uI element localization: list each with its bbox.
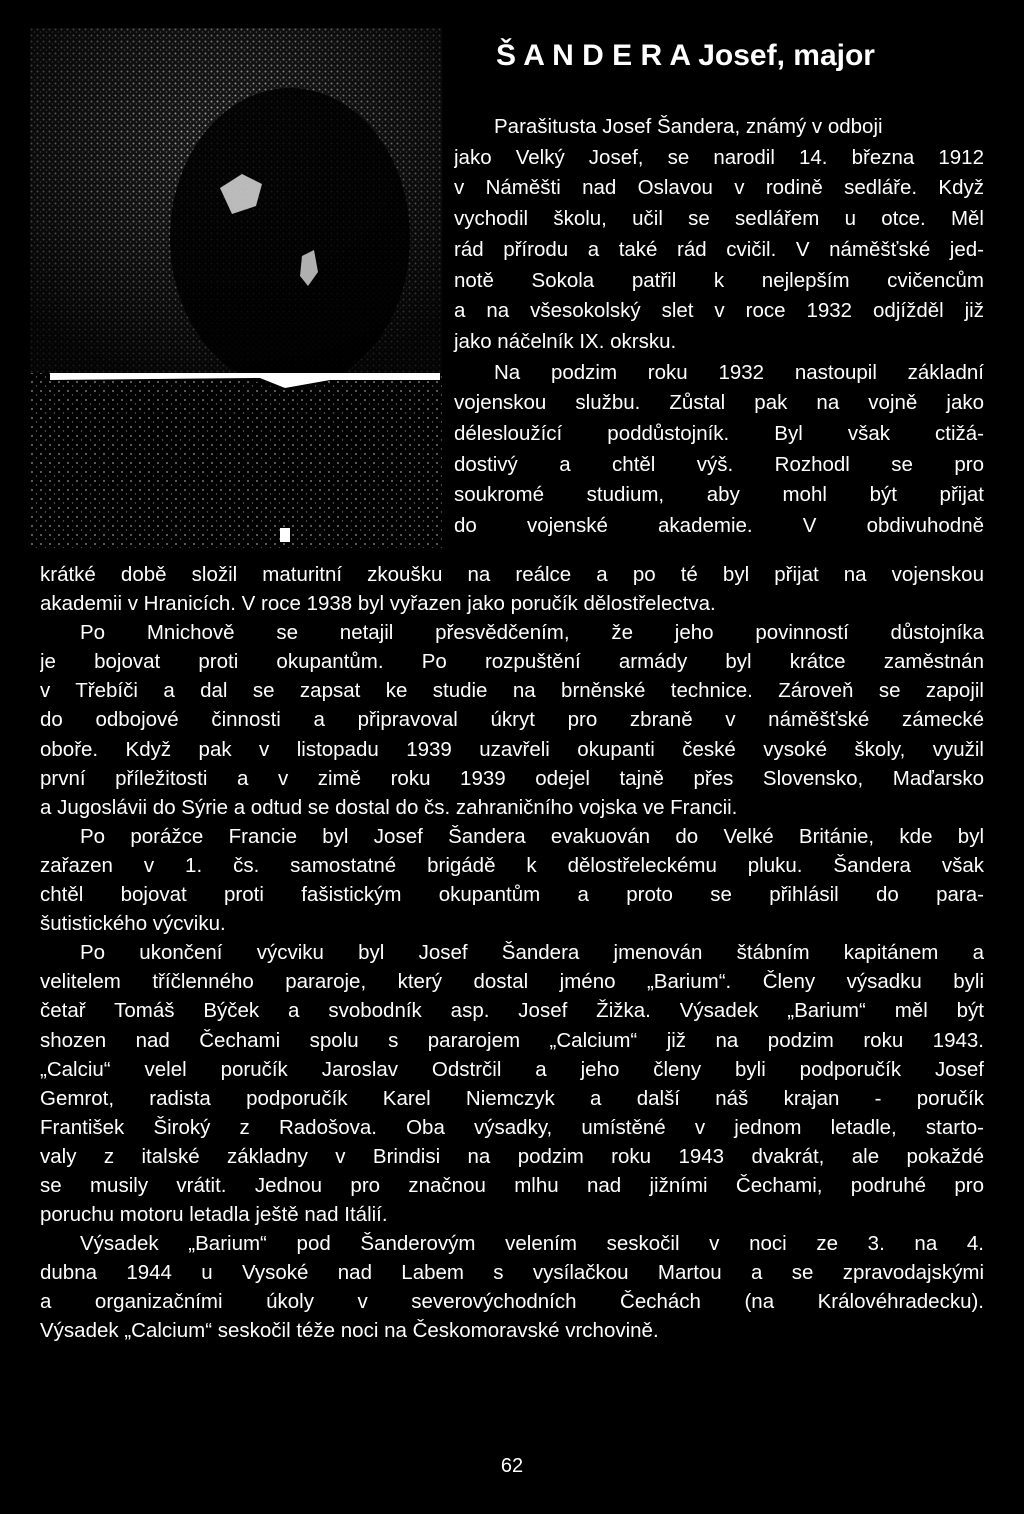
text-line: zařazen v 1. čs. samostatné brigádě k dělostřeleckému pluku. Šandera však bbox=[40, 853, 984, 877]
text-line: akademii v Hranicích. V roce 1938 byl vyřazen jako poručík dělostřelectva. bbox=[40, 592, 716, 616]
text-line: oboře. Když pak v listopadu 1939 uzavřeli okupanti české vysoké školy, využil bbox=[40, 737, 984, 761]
portrait-photo bbox=[30, 28, 442, 548]
page-number: 62 bbox=[500, 1455, 524, 1477]
text-line: krátké době složil maturitní zkoušku na reálce a po té byl přijat na vojenskou bbox=[40, 563, 984, 586]
text-line: dostivý a chtěl výš. Rozhodl se pro bbox=[454, 452, 984, 476]
text-line: a Jugoslávii do Sýrie a odtud se dostal do čs. zahraničního vojska ve Francii. bbox=[40, 795, 738, 819]
text-line: poruchu motoru letadla ještě nad Itálií. bbox=[40, 1203, 388, 1227]
text-line: shozen nad Čechami spolu s pararojem „Calcium“ již na podzim roku 1943. bbox=[40, 1028, 984, 1052]
text-line: Parašitusta Josef Šandera, známý v odboji bbox=[494, 115, 883, 138]
text-line: vychodil školu, učil se sedlářem u otce. Měl bbox=[454, 207, 984, 231]
text-line: šutistického výcviku. bbox=[40, 912, 226, 936]
text-line: Po Mnichově se netajil přesvědčením, že jeho povinností důstojníka bbox=[80, 621, 984, 645]
text-line: chtěl bojovat proti fašistickým okupantům a proto se přihlásil do para- bbox=[40, 883, 984, 907]
page-title: Š A N D E R A Josef, major bbox=[496, 39, 875, 72]
text-line: do vojenské akademie. V obdivuhodně bbox=[454, 514, 984, 538]
text-line: v Náměšti nad Oslavou v rodině sedláře. Když bbox=[454, 176, 984, 200]
text-line: Výsadek „Calcium“ seskočil téže noci na Českomoravské vrchovině. bbox=[40, 1319, 659, 1343]
text-line: valy z italské základny v Brindisi na podzim roku 1943 dvakrát, ale pokaždé bbox=[40, 1144, 984, 1168]
text-line: v Třebíči a dal se zapsat ke studie na brněnské technice. Zároveň se zapojil bbox=[40, 679, 984, 703]
text-line: četař Tomáš Býček a svobodník asp. Josef Žižka. Výsadek „Barium“ měl být bbox=[40, 999, 984, 1023]
full-width-text bbox=[40, 560, 984, 1346]
text-line: rád přírodu a také rád cvičil. V náměšťské jed- bbox=[454, 237, 984, 261]
text-line: jako náčelník IX. okrsku. bbox=[454, 329, 677, 353]
text-line: první příležitosti a v zimě roku 1939 odejel tajně přes Slovensko, Maďarsko bbox=[40, 766, 984, 790]
text-line: velitelem tříčlenného pararoje, který dostal jméno „Barium“. Členy výsadku byli bbox=[40, 970, 984, 994]
text-line: soukromé studium, aby mohl být přijat bbox=[454, 483, 984, 507]
text-line: „Calciu“ velel poručík Jaroslav Odstrčil a jeho členy byli podporučík Josef bbox=[40, 1057, 984, 1081]
text-line: je bojovat proti okupantům. Po rozpuštění armády byl krátce zaměstnán bbox=[40, 650, 984, 674]
text-line: Výsadek „Barium“ pod Šanderovým velením seskočil v noci ze 3. na 4. bbox=[80, 1232, 984, 1256]
text-line: notě Sokola patřil k nejlepším cvičencům bbox=[454, 268, 984, 292]
text-line: Po porážce Francie byl Josef Šandera evakuován do Velké Británie, kde byl bbox=[80, 824, 984, 848]
portrait-image bbox=[30, 28, 442, 548]
text-line: František Široký z Radošova. Oba výsadky, umístěné v jednom letadle, starto- bbox=[40, 1115, 984, 1139]
text-line: jako Velký Josef, se narodil 14. března 1912 bbox=[454, 145, 984, 169]
text-line: a na všesokolský slet v roce 1932 odjížděl již bbox=[454, 299, 984, 323]
text-line: a organizačními úkoly v severovýchodních Čechách (na Královéhradecku). bbox=[40, 1290, 984, 1314]
text-line: do odbojové činnosti a připravoval úkryt pro zbraně v náměšťské zámecké bbox=[40, 708, 984, 732]
text-line: Gemrot, radista podporučík Karel Niemczyk a další náš krajan - poručík bbox=[40, 1086, 984, 1110]
text-line: vojenskou službu. Zůstal pak na vojně jako bbox=[454, 391, 984, 415]
text-line: dubna 1944 u Vysoké nad Labem s vysílačkou Martou a se zpravodajskými bbox=[40, 1261, 984, 1285]
text-line: Na podzim roku 1932 nastoupil základní bbox=[494, 360, 984, 384]
text-line: se musily vrátit. Jednou pro značnou mlhu nad jižními Čechami, podruhé pro bbox=[40, 1173, 984, 1197]
text-line: Po ukončení výcviku byl Josef Šandera jmenován štábním kapitánem a bbox=[80, 941, 984, 965]
text-line: délesloužící poddůstojník. Byl však ctižá- bbox=[454, 422, 984, 446]
wrapped-text-column bbox=[454, 112, 984, 542]
